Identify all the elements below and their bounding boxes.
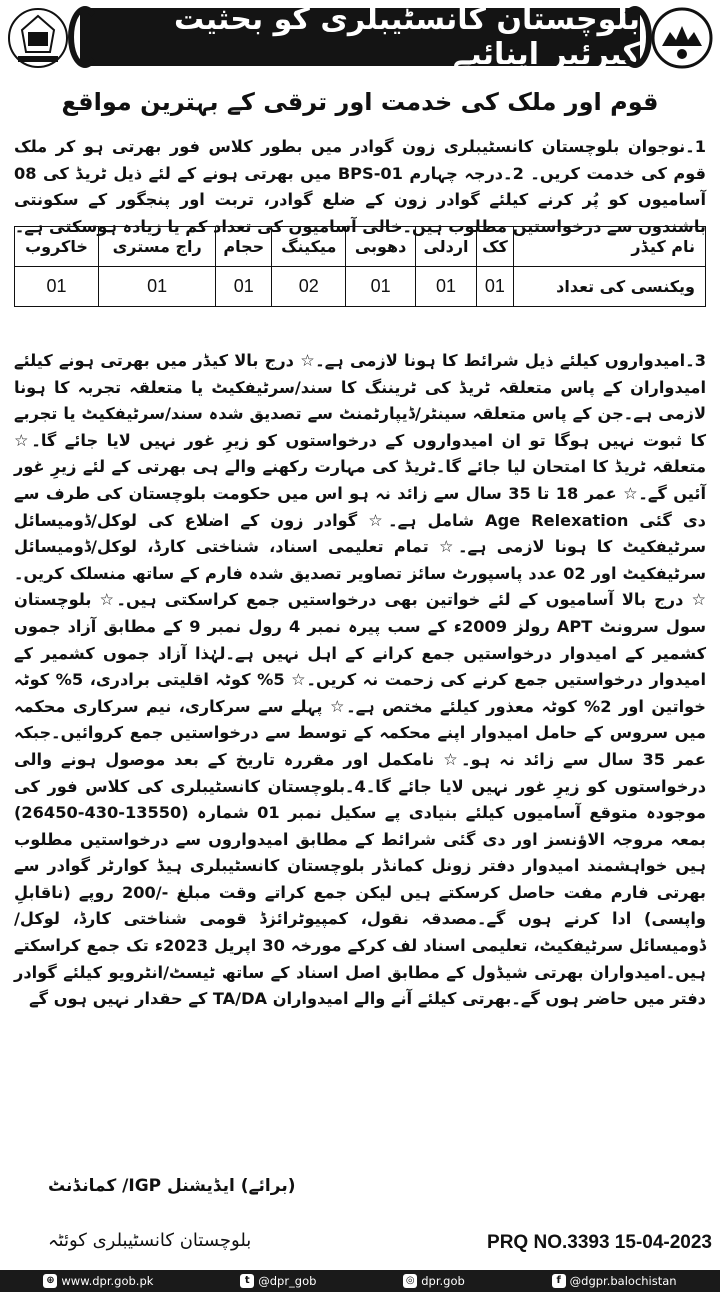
prq-number: PRQ NO.3393 15-04-2023	[487, 1232, 712, 1253]
cadre-cell: خاکروب	[15, 227, 99, 267]
cadre-row	[15, 227, 706, 267]
globe-icon: ⊕	[43, 1274, 57, 1288]
cadre-cell: کک	[477, 227, 514, 267]
count-cell: 01	[15, 267, 99, 307]
cadre-cell: حجام	[216, 227, 272, 267]
count-cell: 01	[415, 267, 476, 307]
facebook-icon: f	[552, 1274, 566, 1288]
instagram-icon: ◎	[403, 1274, 417, 1288]
social-item-facebook[interactable]	[552, 1274, 677, 1288]
cadre-cell: میکینگ	[272, 227, 346, 267]
social-item-twitter[interactable]	[240, 1274, 316, 1288]
count-row	[15, 267, 706, 307]
social-text: www.dpr.gob.pk	[61, 1274, 154, 1288]
header	[0, 0, 720, 78]
social-item-instagram[interactable]	[403, 1274, 465, 1288]
social-text: dpr.gob	[421, 1274, 465, 1288]
signature-designation: (برائے) ایڈیشنل IGP/ کمانڈنٹ	[48, 1176, 296, 1196]
social-text: @dpr_gob	[258, 1274, 317, 1288]
count-header-cell: ویکنسی کی تعداد	[513, 267, 705, 307]
cadre-cell: اردلی	[415, 227, 476, 267]
signature-office: بلوچستان کانسٹیبلری کوئٹہ	[48, 1230, 252, 1251]
conditions-paragraph: 3۔امیدواروں کیلئے ذیل شرائط کا ہونا لازمی ہے۔☆ درج بالا کیڈر میں بھرتی ہونے کیلئے امیدواران کے پاس متعلقہ ٹریڈ کی ٹریننگ کا سند/سرٹیفکیٹ یا متعلقہ تجربہ کا ہونا لازمی ہے۔جن کے پاس متعلقہ سینٹر/ڈیپارٹمنٹ سے تصدیق شدہ سند/سرٹیفکیٹ یا تجربے کا ثبوت نہیں ہوگا تو ان امیدواروں کے درخواستوں کو زیرِ غور نہیں لایا جائے گا۔☆ متعلقہ ٹریڈ کا امتحان لیا جائے گا۔ٹریڈ کی مہارت رکھنے والے ہی بھرتی کے لئے زیرِ غور آئیں گے۔☆ عمر 18 تا 35 سال سے زائد نہ ہو اس میں حکومت بلوچستان کی طرف سے دی گئی Age Relexation شامل ہے۔☆ گوادر زون کے اضلاع کی لوکل/ڈومیسائل سرٹیفکیٹ کا ہونا لازمی ہے۔☆ تمام تعلیمی اسناد، شناختی کارڈ، لوکل/ڈومیسائل سرٹیفکیٹ اور 02 عدد پاسپورٹ سائز تصاویر تصدیق شدہ فارم کے ساتھ منسلک کریں۔☆ درج بالا آسامیوں کے لئے خواتین بھی درخواستیں جمع کراسکتی ہیں۔☆ بلوچستان سول سرونٹ APT رولز 2009ء کے سب پیرہ نمبر 4 رول نمبر 9 کے مطابق آزاد جموں کشمیر کے امیدوار درخواستیں جمع کرانے کے اہل نہیں ہے۔لہٰذا آزاد جموں کشمیر کے امیدوار درخواستیں جمع کرنے کی زحمت نہ کریں۔☆ 5% کوٹہ اقلیتی برادری، 5% کوٹہ خواتین اور 2% کوٹہ معذور کیلئے مختص ہے۔☆ پہلے سے سرکاری، نیم سرکاری محکمہ میں سروس کے حامل امیدوار اپنے محکمہ کے توسط سے درخواستیں جمع کروائیں۔جبکہ عمر 35 سال سے زائد نہ ہو۔☆ نامکمل اور مقررہ تاریخ کے بعد موصول ہونے والی درخواستوں کو زیرِ غور نہیں لایا جائے گا۔4۔بلوچستان کانسٹیبلری کی کلاس فور کی موجودہ متوقع آسامیوں کیلئے بنیادی پے سکیل نمبر 01 شمارہ (13550-430-26450) بمعہ مروجہ الاؤنسز اور دی گئی شرائط کے مطابق امیدواروں سے درخواستیں مطلوب ہیں خواہشمند امیدوار دفتر زونل کمانڈر بلوچستان کانسٹیبلری ہیڈ کوارٹر گوادر سے بھرتی فارم مفت حاصل کرسکتے ہیں لیکن جمع کراتے وقت مبلغ -/200 روپے (ناقابلِ واپسی) ادا کرنے ہوں گے۔مصدقہ نقول، کمپیوٹرائزڈ قومی شناختی کارڈ، لوکل/ڈومیسائل سرٹیفکیٹ، تعلیمی اسناد لف کرکے مورخہ 30 اپریل 2023ء تک جمع کراسکتے ہیں۔امیدواران بھرتی شیڈول کے مطابق اصل اسناد کے ساتھ ٹیسٹ/انٹرویو کیلئے گوادر دفتر میں حاضر ہوں گے۔بھرتی کیلئے آنے والے امیدواران TA/DA کے حقدار نہیں ہوں گے	[14, 351, 707, 1009]
count-cell: 01	[346, 267, 416, 307]
count-cell: 01	[98, 267, 215, 307]
intro-paragraph: 1۔نوجوان بلوچستان کانسٹیبلری زون گوادر میں بطور کلاس فور بھرتی ہو کر ملک قوم کی خدمت کریں۔ 2۔درجہ چہارم BPS-01 میں بھرتی ہونے کے لئے ذیل ٹریڈ کی 08 آسامیوں کو پُر کرنے کیلئے گوادر زون کے ضلع گوادر، تربت اور پنجگور کے سکونتی باشندوں سے درخواستیں مطلوب ہیں۔خالی آسامیوں کی تعداد کم یا زیادہ ہوسکتی ہے۔	[14, 137, 707, 236]
cadre-cell: راج مستری	[98, 227, 215, 267]
title-banner: بلوچستان کانسٹیبلری کو بحثیت کیرئیر اپنائیے	[80, 8, 640, 66]
balochistan-emblem-icon	[650, 6, 714, 70]
cadre-cell: دھوبی	[346, 227, 416, 267]
police-emblem-icon	[6, 6, 70, 70]
vacancy-table	[14, 226, 706, 307]
count-cell: 01	[216, 267, 272, 307]
subtitle: قوم اور ملک کی خدمت اور ترقی کے بہترین مواقع	[61, 88, 659, 116]
social-item-website[interactable]	[43, 1274, 153, 1288]
cadre-header-cell: نام کیڈر	[513, 227, 705, 267]
social-text: @dgpr.balochistan	[569, 1274, 677, 1288]
count-cell: 01	[477, 267, 514, 307]
social-bar	[0, 1270, 720, 1292]
count-cell: 02	[272, 267, 346, 307]
twitter-icon: t	[240, 1274, 254, 1288]
